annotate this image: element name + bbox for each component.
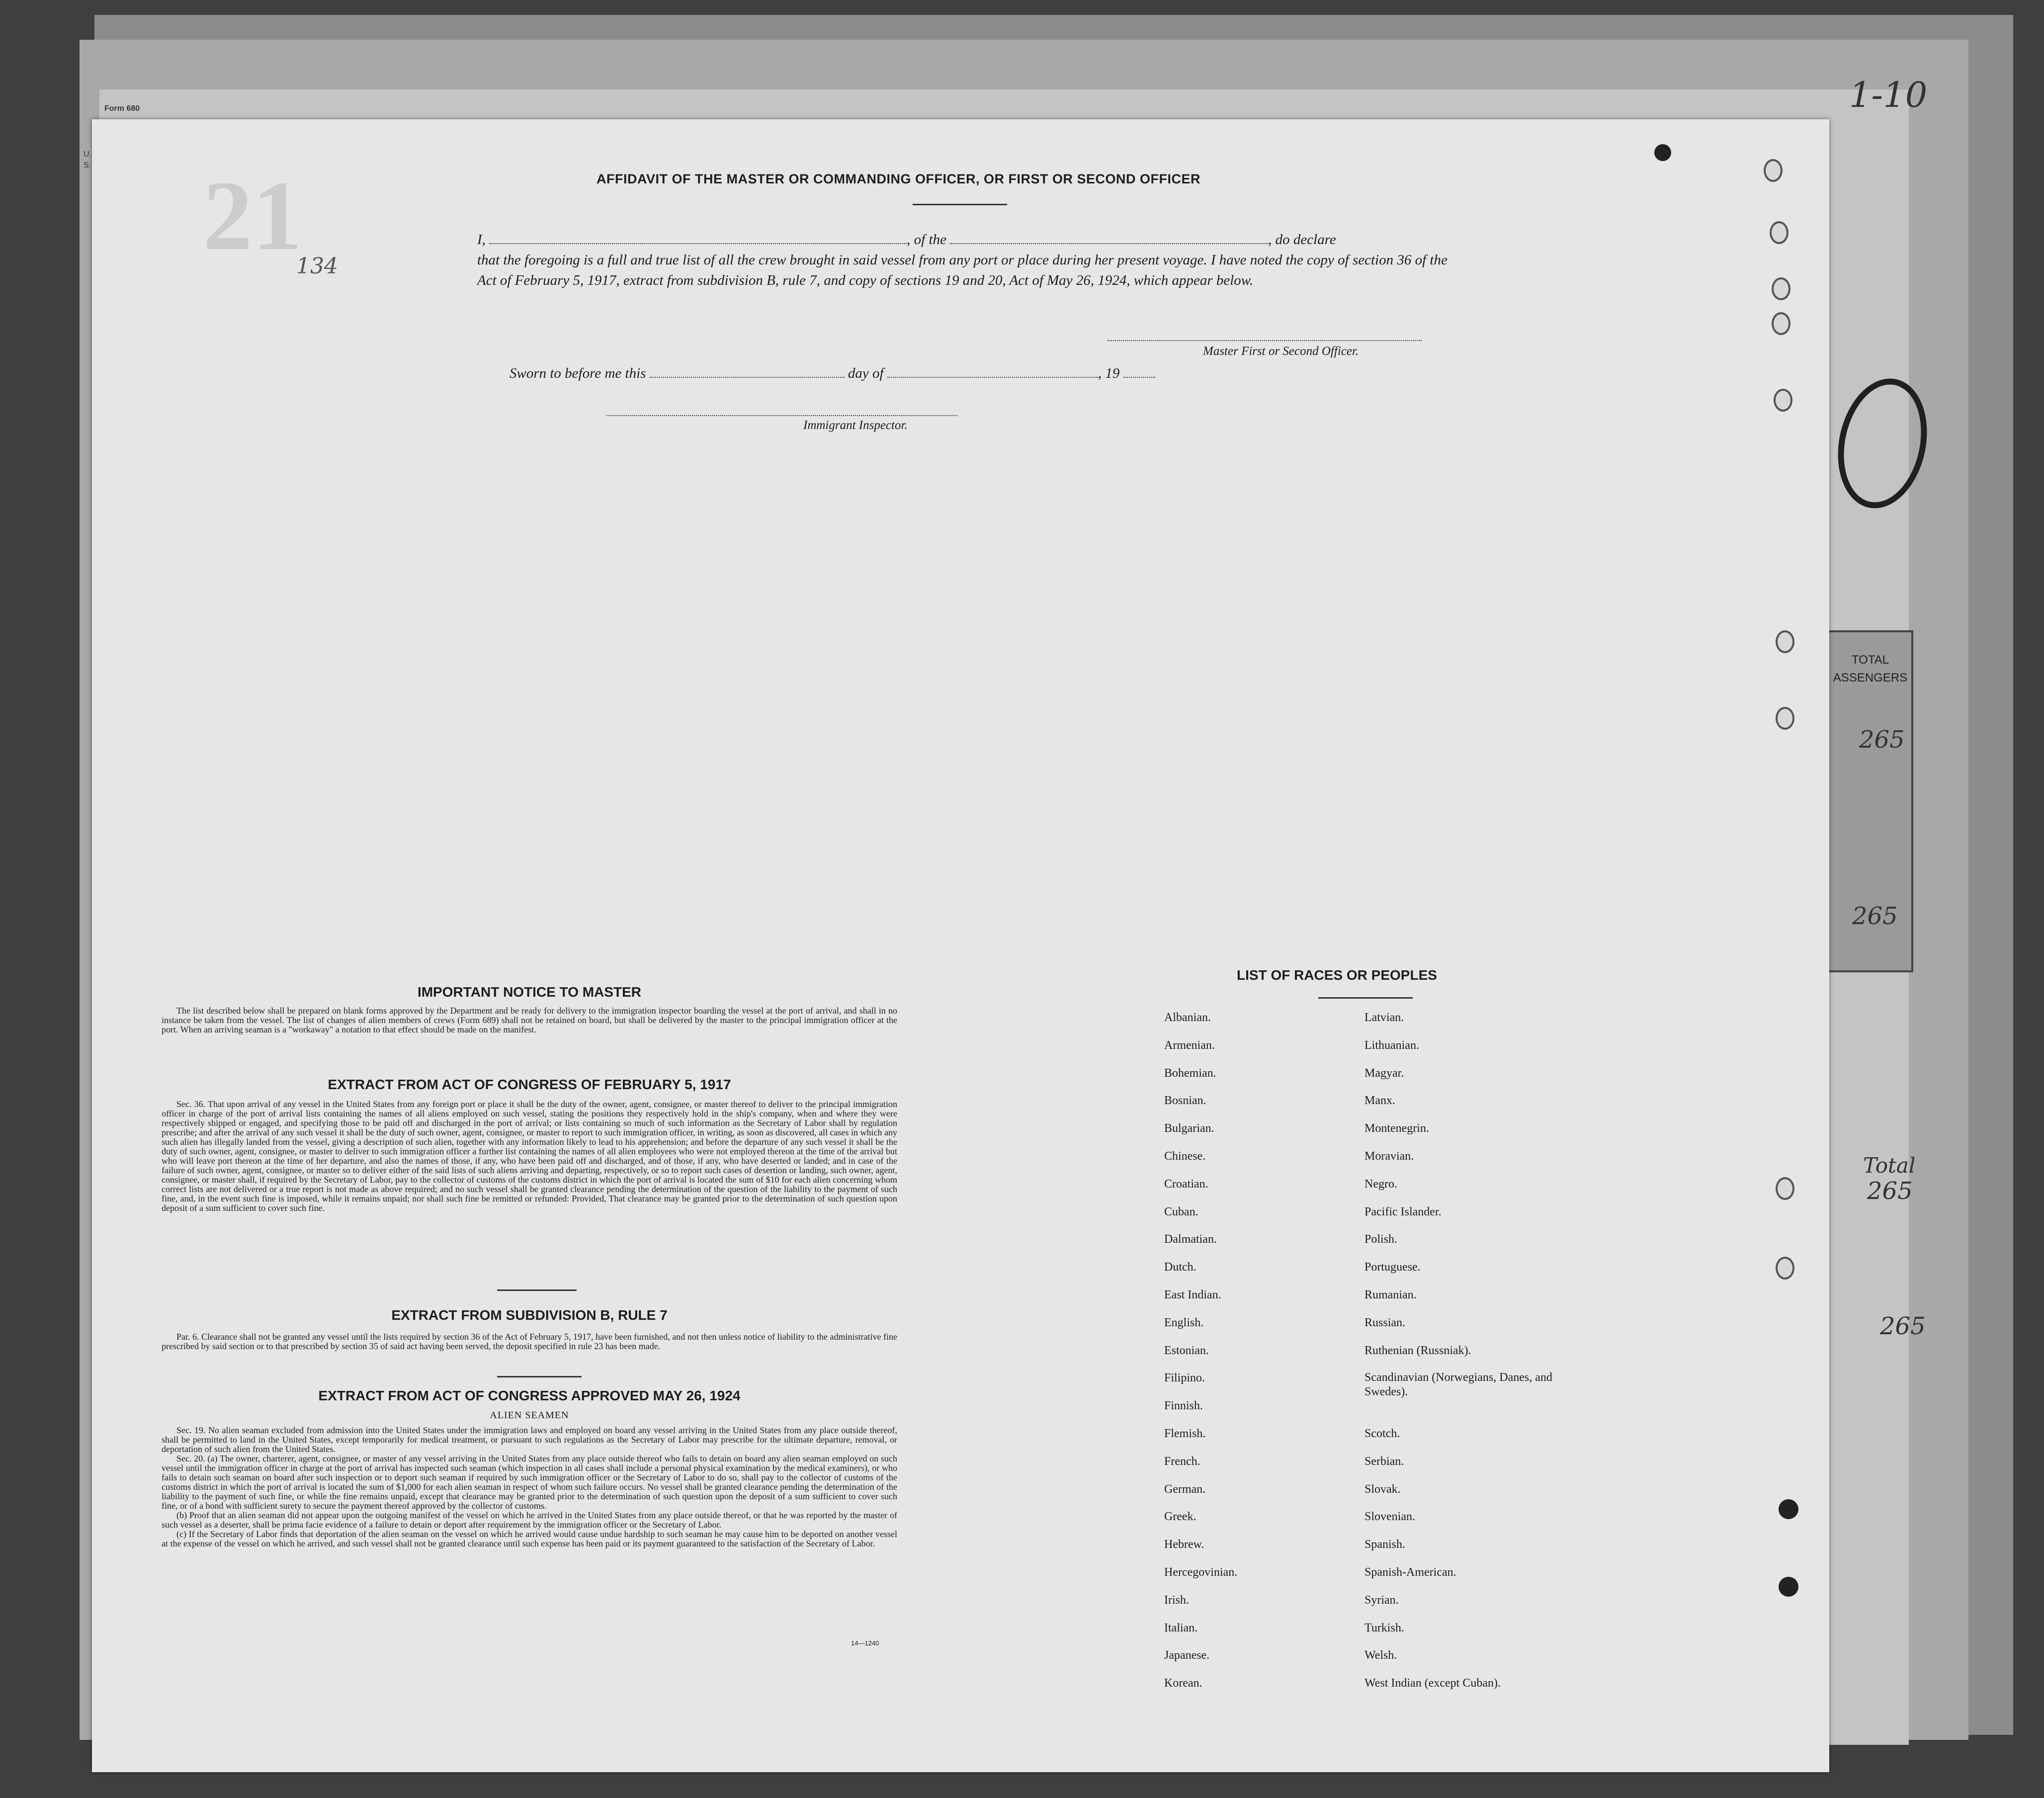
- divider: [1318, 997, 1413, 999]
- sheet-number: 1-10: [1849, 75, 1928, 115]
- race-item: Korean.: [1164, 1677, 1202, 1690]
- margin-mark: U.: [84, 150, 91, 159]
- sworn-prefix: Sworn to before me this: [510, 365, 646, 381]
- extract-1924-text: [162, 1426, 897, 1548]
- divider: [497, 1376, 582, 1377]
- races-column-2: [1364, 1010, 1593, 1704]
- race-item: Bosnian.: [1164, 1094, 1206, 1108]
- race-item: Turkish.: [1364, 1621, 1404, 1634]
- punch-hole: [1654, 144, 1671, 161]
- folio-number: 134: [296, 254, 338, 279]
- total-passengers-header: TOTAL ASSENGERS: [1833, 653, 1908, 685]
- total-value: 265: [1880, 1312, 1926, 1340]
- extract-rule7-text: [162, 1332, 897, 1351]
- form-code: 14—1240: [851, 1639, 879, 1647]
- race-item: Scotch.: [1364, 1427, 1400, 1440]
- name-blank: [489, 233, 907, 244]
- race-item: Irish.: [1164, 1593, 1189, 1607]
- race-item: Bulgarian.: [1164, 1122, 1214, 1135]
- race-item: Rumanian.: [1364, 1288, 1417, 1301]
- race-item: Italian.: [1164, 1621, 1198, 1634]
- sec-20a-paragraph: Sec. 20. (a) The owner, charterer, agent, consignee, or master of any vessel arriving in the United States from any place outside thereof who fails to detain on board any alien seaman employed on such vessel until the immigration officer in charge at the port of arrival has inspected such seaman (which inspection in all cases shall include a personal physical examination by the medical examiners), or who fails to detain such seaman on board after such inspection or to deport such seaman if required by such immigration officer or the Secretary of Labor to do so, shall pay to the collector of customs of the customs district in which the port of arrival is located the sum of $1,000 for each alien seaman in respect of whom such failure occurs. No vessel shall be granted clearance pending the determination of the liability to the payment of such fine, or while the fine remains unpaid, except that clearance may be granted prior to the determination of such question upon the deposit of a sum sufficient to cover such fine, or of a bond with sufficient surety to secure the payment thereof approved by the collector of customs.: [162, 1454, 897, 1511]
- affidavit-title: AFFIDAVIT OF THE MASTER OR COMMANDING OFFICER, OR FIRST OR SECOND OFFICER: [596, 171, 1200, 186]
- race-item: Filipino.: [1164, 1371, 1205, 1385]
- extract-1924-title: EXTRACT FROM ACT OF CONGRESS APPROVED MAY 26, 1924: [318, 1388, 741, 1403]
- race-item: German.: [1164, 1482, 1206, 1496]
- race-item: West Indian (except Cuban).: [1364, 1677, 1501, 1690]
- race-item: Manx.: [1364, 1094, 1395, 1108]
- race-item: Chinese.: [1164, 1149, 1206, 1163]
- race-item: Spanish.: [1364, 1538, 1406, 1551]
- race-item: Syrian.: [1364, 1593, 1399, 1607]
- year-blank: [1123, 367, 1155, 378]
- master-signature-line: [1107, 340, 1422, 341]
- affidavit-text: that the foregoing is a full and true list of all the crew brought in said vessel from any port or place during her present voyage. I have noted the copy of section 36 of the Act of February 5, 1917, extract from subdivision B, rule 7, and copy of sections 19 and 20, Act of May 26, 1924, which appear below.: [477, 252, 1448, 288]
- affidavit-line-1: [477, 230, 1451, 250]
- race-item: Estonian.: [1164, 1344, 1209, 1357]
- race-item: Polish.: [1364, 1233, 1398, 1246]
- alien-seamen-subtitle: ALIEN SEAMEN: [490, 1410, 569, 1421]
- race-item: Portuguese.: [1364, 1261, 1421, 1274]
- race-item: Slovak.: [1364, 1482, 1401, 1496]
- notice-title: IMPORTANT NOTICE TO MASTER: [417, 984, 642, 1000]
- punch-hole: [1774, 389, 1792, 412]
- punch-hole: [1776, 707, 1794, 730]
- race-item: Spanish-American.: [1364, 1565, 1456, 1579]
- faint-stamp: 21: [203, 161, 302, 271]
- race-item: Bohemian.: [1164, 1066, 1216, 1080]
- divider: [497, 1289, 577, 1291]
- par-6-paragraph: Par. 6. Clearance shall not be granted any vessel until the lists required by section 36 of the Act of February 5, 1917, have been furnished, and not then unless notice of liability to the administrative fine prescribed by said section or to that prescribed by section 35 of said act having been served, the deposit specified in rule 23 has been made.: [162, 1332, 897, 1351]
- punch-hole: [1764, 159, 1783, 182]
- master-caption: Master First or Second Officer.: [1203, 344, 1359, 358]
- punch-hole: [1779, 1499, 1798, 1519]
- month-blank: [887, 367, 1098, 378]
- race-item: Ruthenian (Russniak).: [1364, 1344, 1471, 1357]
- punch-hole: [1776, 1257, 1794, 1280]
- punch-hole: [1776, 1177, 1794, 1200]
- race-item: Lithuanian.: [1364, 1038, 1419, 1052]
- race-item: Hebrew.: [1164, 1538, 1204, 1551]
- race-item: Pacific Islander.: [1364, 1205, 1442, 1218]
- form-number: Form 680: [104, 104, 140, 113]
- extract-1917-text: [162, 1100, 897, 1213]
- race-item: Russian.: [1364, 1316, 1406, 1329]
- punch-hole: [1770, 221, 1788, 244]
- race-item: Welsh.: [1364, 1649, 1397, 1662]
- notice-text: [162, 1006, 897, 1034]
- race-item: East Indian.: [1164, 1288, 1221, 1301]
- race-item: Slovenian.: [1364, 1510, 1415, 1524]
- race-item: Armenian.: [1164, 1038, 1215, 1052]
- margin-mark: S.: [84, 161, 91, 170]
- race-item: Dalmatian.: [1164, 1233, 1217, 1246]
- races-column-1: [1164, 1010, 1343, 1704]
- punch-hole: [1776, 630, 1794, 653]
- race-item: Latvian.: [1364, 1011, 1404, 1024]
- day-blank: [650, 367, 845, 378]
- race-item: Montenegrin.: [1364, 1122, 1429, 1135]
- affidavit-i: I,: [477, 232, 486, 248]
- race-item: Dutch.: [1164, 1261, 1196, 1274]
- race-item: Croatian.: [1164, 1177, 1208, 1191]
- race-item: Cuban.: [1164, 1205, 1198, 1218]
- affidavit-declare: , do declare: [1268, 232, 1336, 248]
- race-item: Flemish.: [1164, 1427, 1206, 1440]
- sec-20b-paragraph: (b) Proof that an alien seaman did not appear upon the outgoing manifest of the vessel on which he arrived in the United States from any place outside thereof, or that he was reported by the master of such vessel as a deserter, shall be prima facie evidence of a failure to detain or deport after requirement by the immigration officer or the Secretary of Labor.: [162, 1510, 897, 1530]
- notice-paragraph: The list described below shall be prepared on blank forms approved by the Department and be ready for delivery to the immigration inspector boarding the vessel at the port of arrival, and shall in no instance be taken from the vessel. The list of changes of alien members of crews (Form 689) shall not be retained on board, but shall be delivered by the master to the principal immigration officer at the port. When an arriving seaman is a "workaway" a notation to that effect should be made on the manifest.: [162, 1006, 897, 1034]
- sec-19-paragraph: Sec. 19. No alien seaman excluded from admission into the United States under the immigration laws and employed on board any vessel arriving in the United States from any place outside thereof, shall be permitted to land in the United States, except temporarily for medical treatment, or pursuant to such regulations as the Secretary of Labor may prescribe for the ultimate departure, removal, or deportation of such alien from the United States.: [162, 1425, 897, 1454]
- race-item: English.: [1164, 1316, 1204, 1329]
- inspector-signature-line: [606, 415, 957, 416]
- race-item: Negro.: [1364, 1177, 1397, 1191]
- total-value: 265: [1867, 1177, 1913, 1205]
- total-box-value: 265: [1859, 726, 1905, 754]
- sworn-day-of: day of: [848, 365, 884, 381]
- race-item: French.: [1164, 1455, 1200, 1468]
- total-box-value: 265: [1852, 902, 1898, 930]
- race-item: Japanese.: [1164, 1649, 1210, 1662]
- punch-hole: [1772, 312, 1790, 335]
- races-title: LIST OF RACES OR PEOPLES: [1237, 967, 1437, 983]
- margin-marks: [84, 149, 91, 171]
- race-item: Albanian.: [1164, 1011, 1211, 1024]
- race-item: Hercegovinian.: [1164, 1565, 1238, 1579]
- sec-36-paragraph: Sec. 36. That upon arrival of any vessel in the United States from any foreign port or place it shall be the duty of the owner, agent, consignee, or master thereof to deliver to the principal immigration officer in charge of the port of arrival lists containing the names of all aliens employed on such vessel, stating the positions they respectively hold in the ship's company, when and where they were respectively shipped or engaged, and specifying those to be paid off and discharged in the port of arrival; or lists containing so much of such information as the Secretary of Labor shall by regulation prescribe; and after the arrival of any such vessel it shall be the duty of such owner, agent, consignee, or master to report to such immigration officer, in writing, as soon as discovered, all cases in which any such alien has illegally landed from the vessel, giving a description of such alien, together with any information likely to lead to his apprehension; and before the departure of any such vessel it shall be the duty of such owner, agent, consignee, or master to deliver to such immigration officer a further list containing the names of all alien employees who were not employed thereon at the time of the arrival but who will leave port thereon at the time of her departure, and also the names of those, if any, who have been paid off and discharged, and of those, if any, who have deserted or landed; and in case of the failure of such owner, agent, consignee, or master so to deliver either of the said lists of such aliens arriving and departing, respectively, or so to report such cases of desertion or landing, such owner, agent, consignee, or master shall, if required by the Secretary of Labor, pay to the collector of customs of the customs district in which the port of arrival is located the sum of $10 for each alien concerning whom correct lists are not delivered or a true report is not made as above required; and no such vessel shall be granted clearance pending the determination of the question of the liability to the payment of such fine, and, in the event such fine is imposed, while it remains unpaid; nor shall such fine be remitted or refunded: Provided, That clearance may be granted prior to the determination of such question upon deposit of a sum sufficient to cover such fine.: [162, 1099, 897, 1213]
- race-item: Serbian.: [1364, 1455, 1404, 1468]
- race-item: Greek.: [1164, 1510, 1196, 1524]
- sec-20c-paragraph: (c) If the Secretary of Labor finds that deportation of the alien seaman on the vessel on which he arrived would cause undue hardship to such seaman he may cause him to be deported on another vessel at the expense of the vessel on which he arrived, and such vessel shall not be granted clearance until such expense has been paid or its payment guaranteed to the satisfaction of the Secretary of Labor.: [162, 1529, 897, 1548]
- race-item: Finnish.: [1164, 1399, 1203, 1413]
- punch-hole: [1779, 1577, 1798, 1597]
- extract-rule7-title: EXTRACT FROM SUBDIVISION B, RULE 7: [391, 1307, 668, 1323]
- sworn-line: [510, 365, 1155, 382]
- divider: [913, 204, 1007, 205]
- race-item: Moravian.: [1364, 1149, 1414, 1163]
- sworn-year: , 19: [1098, 365, 1120, 381]
- extract-1917-title: EXTRACT FROM ACT OF CONGRESS OF FEBRUARY 5, 1917: [328, 1077, 731, 1092]
- punch-hole: [1772, 277, 1790, 300]
- inspector-caption: Immigrant Inspector.: [803, 419, 908, 432]
- affidavit-body: [477, 230, 1451, 291]
- affidavit-of-the: , of the: [907, 232, 946, 248]
- race-item: Magyar.: [1364, 1066, 1404, 1080]
- total-label: Total: [1863, 1153, 1916, 1178]
- race-item: Scandinavian (Norwegians, Danes, and Swedes).: [1364, 1371, 1552, 1399]
- vessel-blank: [950, 233, 1268, 244]
